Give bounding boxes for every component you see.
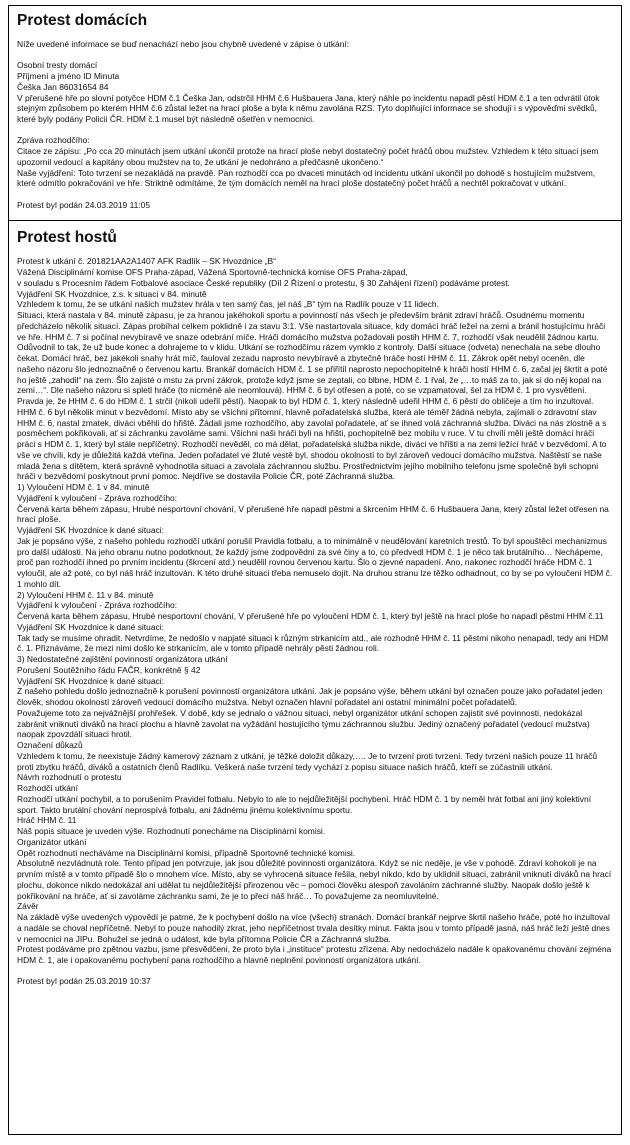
guest-protest-paragraph: Vyjádření k vyloučení - Zpráva rozhodčího: bbox=[17, 492, 178, 503]
home-protest-paragraph: Citace ze zápisu: „Po cca 20 minutách jsem utkání ukončil protože na hrací ploše nebyl dostatečný počet hráčů obou mužstev. Vzhledem k této situaci jsem upozornil vedoucí a kapitány obou mužstev na to, že utkání je nedohráno a předčasně ukončeno.“ bbox=[17, 146, 599, 167]
home-protest-paragraph: Níže uvedené informace se buď nenachází nebo jsou chybně uvedené v zápise o utkání: bbox=[17, 39, 350, 49]
guest-protest-paragraph: Rozhodčí utkání bbox=[17, 783, 78, 793]
guest-protest-paragraph: Návrh rozhodnutí o protestu bbox=[17, 772, 122, 783]
home-protest-paragraph: Zpráva rozhodčího: bbox=[17, 135, 90, 146]
guest-protest-paragraph: Náš popis situace je uveden výše. Rozhodnutí ponecháme na Disciplinární komisi. bbox=[17, 826, 326, 836]
guest-protest-paragraph: Porušení Soutěžního řádu FAČR, konkrétně § 42 bbox=[17, 664, 201, 675]
guest-protest-paragraph: Vyjádření SK Hvozdnice k dané situaci: bbox=[17, 675, 164, 686]
home-protest-paragraph: Naše vyjádření: Toto tvrzení se nezakládá na pravdě. Pan rozhodčí cca po dvaceti minutách od incidentu utkání ukončil po dohodě s hostujícím mužstvem, které odmítlo pokračování ve hře. Striktně odmítáme, že tým domácích neměl na hrací ploše dostatečný počet hráčů a nechtěl pokračovat v utkání. bbox=[17, 167, 596, 189]
guest-protest-paragraph: Červená karta během zápasu, Hrubé nesportovní chování, V přerušené hře napadl pěstmi a škrcením HHM č. 6 Hušbauera Jana, který zůstal ležet otřesen na hrací ploše. bbox=[17, 503, 609, 525]
guest-protest-paragraph: 2) Vyloučení HHM č. 11 v 84. minutě bbox=[17, 589, 154, 600]
guest-protest-paragraph: Protest podáváme pro zpětnou vazbu, jsme přesvědčeni, že proto byla i „instituce“ protestu zřízena. Aby nedocházelo nadále k opakovanému chování zejména HDM č. 1, ale i opakovanému pochybení pana rozhodčího a hlavně neplnění povinností organizátora utkání. bbox=[17, 944, 612, 965]
guest-protest-paragraph: Vyjádření SK Hvozdnice k dané situaci: bbox=[17, 621, 164, 632]
guest-protest-heading: Protest hostů bbox=[17, 229, 117, 247]
home-protest-paragraph: Osobní tresty domácí bbox=[17, 60, 98, 71]
guest-protest-paragraph: Vyjádření k vyloučení - Zpráva rozhodčího: bbox=[17, 600, 178, 611]
guest-protest-paragraph: Považujeme toto za nejvážnější prohřešek. V době, kdy se jednalo o vážnou situaci, nebyl organizátor utkání schopen zajistit své povinnosti, nedokázal zabránit vniknutí diváků na hrací plochu a hlavně zavolat na vyžádání hostujícího týmu záchrannou službu. Jediný označený pořadatel (vedoucí mužstva) naopak zpovzdálí situaci hrotil. bbox=[17, 707, 590, 740]
guest-protest-paragraph: Z našeho pohledu došlo jednoznačně k porušení povinností organizátora utkání. Jak je popsáno výše, během utkání byl označen pouze jako pořadatel jeden člověk, shodou okolností zároveň vedoucí domácího mužstva. Nebyl označen hlavní pořadatel ani ostatní minimální počet pořadatelů. bbox=[17, 686, 603, 707]
guest-protest-paragraph: Tak tady se musíme ohradit. Netvrdíme, že nedošlo v napjaté situaci k různým strkanicím atd., ale rozhodně HHM č. 11 pěstmi nikoho nenapadl, tedy ani HDM č. 1. Přiznáváme, že mezi nimi došlo ke strkanicím, ale v tomto případě nehrály pěsti žádnou roli. bbox=[17, 632, 609, 654]
guest-protest-paragraph: Závěr bbox=[17, 901, 39, 912]
guest-protest-paragraph: Rozhodčí utkání pochybil, a to porušením Pravidel fotbalu. Nebylo to ale to nejdůležitější pochybení. Hráč HDM č. 1 by neměl hrát fotbal ani jiný kolektivní sport. Takto brutální chování neprospívá fotbalu, ani žádnému jinému kolektivnímu sportu. bbox=[17, 793, 592, 815]
home-protest-spacer bbox=[17, 50, 613, 61]
home-protest-body bbox=[17, 39, 613, 210]
guest-protest-paragraph: Hráč HHM č. 11 bbox=[17, 815, 77, 826]
guest-protest-paragraph: Vážená Disciplinární komise OFS Praha-západ, Vážená Sportovně-technická komise OFS Praha-západ, bbox=[17, 267, 408, 277]
guest-protest-paragraph: Červená karta během zápasu, Hrubé nesportovní chování, V přerušené hře po vyloučení HDM č. 1, který byl ještě na hrací ploše ho napadl pěstmi HHM č.11 bbox=[17, 611, 604, 621]
guest-protest-section bbox=[17, 229, 613, 987]
guest-protest-paragraph: 3) Nedostatečné zajištění povinností organizátora utkání bbox=[17, 654, 228, 664]
guest-protest-paragraph: Organizátor utkání bbox=[17, 836, 87, 847]
guest-protest-paragraph: Protest k utkání č. 201821AA2A1407 AFK Radlík – SK Hvozdnice „B“ bbox=[17, 256, 276, 267]
guest-protest-paragraph: 1) Vyloučení HDM č. 1 v 84. minutě bbox=[17, 482, 150, 492]
guest-protest-paragraph: Jak je popsáno výše, z našeho pohledu rozhodčí utkání porušil Pravidla fotbalu, a to minimálně v neudělování karetních trestů. To byl spouštěcí mechanizmus pro další události. Na jeho obranu nutno podotknout, že každý jsme zodpovědní za své činy a to, co předvedl HDM č. 1 je něco tak brutálního… Nechápeme, proč pan rozhodčí ihned po prvním incidentu (škrcení atd.) neudělil rovnou červenou kartu. Šlo o zjevné napadení. Ano, nakonec rozhodčí hráče HDM č. 1 vyloučil, ale až poté, co byl náš hráč inzultován. K této druhé situaci třeba nemuselo dojít. Na druhou stranu lze těžko odhadnout, co by se po vyloučení HDM č. 1 mohlo dít. bbox=[17, 535, 613, 589]
home-protest-heading: Protest domácích bbox=[17, 12, 148, 29]
guest-protest-paragraph: v souladu s Procesním řádem Fotbalové asociace České republiky (Díl 2 Řízení o protestu, § 30 Zahájení řízení) podáváme protest. bbox=[17, 277, 510, 288]
guest-protest-paragraph: Absolutně nezvládnutá role. Tento případ jen potvrzuje, jak jsou důležité povinnosti organizátora. Když se nic neděje, je vše v pohodě. Zdraví kohokoli je na prvním místě a v tomto případě šlo o mnohem více. Místo, aby se vyhrocená situace řešila, nebyl nikdo, kdo by uklidnil situaci, zabránil vniknutí diváků na hrací plochu, dokonce nikdo nedokázal ani udělat tu nejdůležitější přirozenou věc – pomoci člověku alespoň zavoláním záchranné služby. Naopak došlo ještě k pokřikování na hráče, ať si zavoláme záchranku sami, že je to přeci náš hráč… To považujeme za neomluvitelné. bbox=[17, 858, 612, 901]
guest-protest-paragraph: Opět rozhodnutí necháváme na Disciplinární komisi, případně Sportovně technické komisi. bbox=[17, 847, 356, 858]
guest-protest-paragraph: Vzhledem k tomu, že se utkání našich mužstev hrála v ten samý čas, jel náš „B“ tým na Radlík pouze v 11 lidech. bbox=[17, 299, 439, 310]
guest-protest-paragraph: Vyjádření SK Hvozdnice, z.s. k situaci v 84. minutě bbox=[17, 288, 207, 299]
home-protest-section bbox=[17, 12, 613, 210]
document-page bbox=[8, 5, 622, 1135]
guest-protest-spacer bbox=[17, 966, 613, 977]
home-protest-paragraph: Protest byl podán 24.03.2019 11:05 bbox=[17, 199, 151, 210]
home-protest-paragraph: V přerušené hře po slovní potyčce HDM č.1 Češka Jan, odstrčil HHM č.6 Hušbauera Jana, který náhle po incidentu napadl pěstí HDM č.1 a ten odvrátil útok stejným způsobem po kterém HHM č.6 zůstal ležet na hrací ploše a byla k němu zavolána RZS. Tyto doplňující informace se shodují i s výpověďmi svědků, které byly podány Policii ČR. HDM č.1 musel být následně ošetřen v nemocnici. bbox=[17, 92, 600, 124]
guest-protest-paragraph: Na základě výše uvedených výpovědí je patrné, že k pochybení došlo na více (všech) stranách. Domácí brankář nejprve škrtil našeho hráče, poté ho inzultoval a nadále se choval nepříčetně. Nebyl to pouze nahodilý zkrat, jeho nepříčetnost trvala desítky minut. Fakta jsou v tomto případě jasná, náš hráč leží ještě dnes v nemocnici na JIPu. Bohužel se jedná o událost, kde byla přítomna Policie ČR a Záchranná služba. bbox=[17, 912, 610, 944]
home-protest-paragraph: Češka Jan 86031654 84 bbox=[17, 81, 109, 92]
guest-protest-paragraph: Situaci, která nastala v 84. minutě zápasu, je za hranou jakéhokoli sportu a povinností nás všech je především bránit zdraví hráčů. Osudnému momentu předcházelo několik situací. Zápas probíhal celkem poklidně i za stavu 3:1. Vše nastartovala situace, kdy domácí hráč ležel na zemi a bránil hostujícímu hráči ve hře. HHM č. 7 si počínal nevybíravě ve snaze odebrání míče. Hráči domácího mužstva požadovali postih HHM č. 7, rozhodčí však neudělil žádnou kartu. Odůvodnil to tak, že už bude konec a dohrajeme to v klidu. Utkání se rozhodčímu rázem vymklo z kontroly. Další situace (odveta) nenechala na sebe dlouho čekat. Domácí hráč, bez jakékoli snahy hrát míč, fauloval zezadu naprosto nevybíravě a zbytečně hráče hostí HHM č. 11. Zákrok opět nebyl oceněn, dle našeho názoru šlo jednoznačně o červenou kartu. Brankář domácích HDM č. 1 se přiřítil naprosto nepochopitelně k hráči hostí HHM č. 6, začal jej škrtit a poté ho ještě „zahodil“ na zem. Šlo zajisté o mstu za první zákrok, protože když jsme se zeptali, co blbne, HDM č. 1 řval, že „…to máš za to, jak si do něj kopal na zemi…“. Dle našeho názoru si spletl hráče (to nicméně ale neomlouvá). HHM č. 6 byl otřesen a poté, co se vzpamatoval, šel za HDM č. 1 pro vysvětlení. Pravda je, že HHM č. 6 do HDM č. 1 strčil (nikoli udeřil pěstí). Naopak to byl HDM č. 1, který následně udeřil HHM č. 6 pěstí do obličeje a tím ho inzultoval. HHM č. 6 byl několik minut v bezvědomí. Místo aby se všichni přítomní, hlavně pořadatelská služba, která ale téměř žádná nebyla, zajímali o zdravotní stav HHM č. 6, nastal zmatek, diváci vběhli do hřiště. Žádali jsme rozhodčího, aby zavolal pořadatele, ať se ihned volá záchranná služba. Diváci na nás zlostně a s posměchem pokřikovali, ať si záchranku zavoláme sami. Všichni naši hráči byli na hřišti, pochopitelně bez mobilu v ruce. V tu chvíli měli ještě domácí hráči práci s HDM č. 1, který byl stále nepříčetný. Rozhodčí nevěděl, co má dělat, pořadatelská služba nikde, diváci ve hřišti a na zemi ležící hráč v bezvědomí. A to vše ve chvíli, kdy je důležitá každá vteřina. Jeden pořadatel ve žluté vestě byl, shodou okolností to byl zároveň vedoucí domácího mužstva. Naštěstí se naše mladá žena s dítětem, která správně vyhodnotila situaci a zavolala záchrannou službu. Prostřednictvím jejího mobilního telefonu jsme společně byli schopni hráči v bezvědomí poskytnout první pomoc. Nejdříve se dostavila Policie ČR, poté Záchranná služba. bbox=[17, 310, 608, 482]
home-protest-spacer bbox=[17, 125, 613, 136]
guest-protest-body bbox=[17, 256, 613, 987]
home-protest-paragraph: Příjmení a jméno ID Minuta bbox=[17, 71, 120, 81]
guest-protest-paragraph: Vzhledem k tomu, že neexistuje žádný kamerový záznam z utkání, je těžké doložit důkazy,…. Je to tvrzení proti tvrzení. Tedy tvrzení našich pouze 11 hráčů proti zbytku hráčů, diváků a ostatních členů Radlíku. Veškerá naše tvrzení tedy vychází z popisu situace našich hráčů, kteří se zúčastnili utkání. bbox=[17, 750, 598, 772]
section-divider bbox=[9, 220, 621, 221]
guest-protest-paragraph: Označení důkazů bbox=[17, 740, 83, 750]
guest-protest-paragraph: Vyjádření SK Hvozdnice k dané situaci: bbox=[17, 525, 164, 535]
guest-protest-paragraph: Protest byl podán 25.03.2019 10:37 bbox=[17, 976, 151, 987]
home-protest-spacer bbox=[17, 189, 613, 200]
